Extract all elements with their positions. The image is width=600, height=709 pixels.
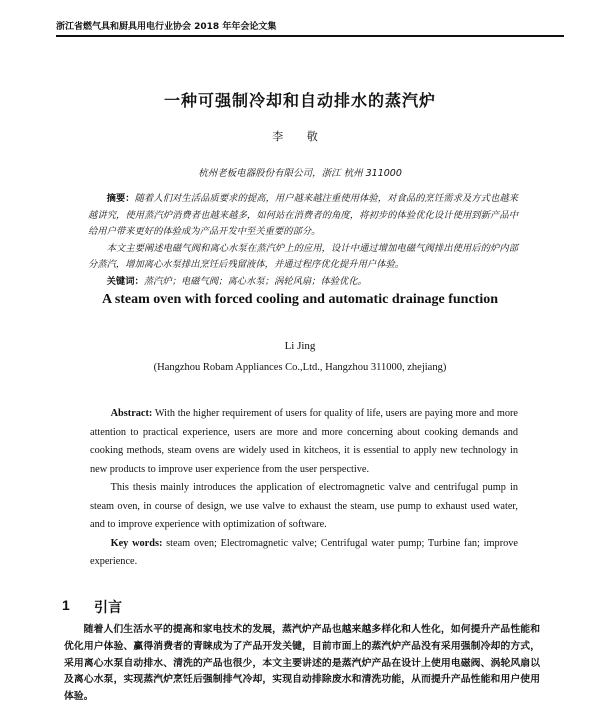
section-body: 随着人们生活水平的提高和家电技术的发展，蒸汽炉产品也越来越多样化和人性化，如何提升产品性能和优化用户体验、赢得消费者的青睐成为了产品开发关键，目前市面上的蒸汽炉产品没有采用强制冷却的方式，采用离心水泵自动排水、清洗的产品也很少，本文主要讲述的是蒸汽炉产品在设计上使用电磁阀、涡轮风扇以及离心水泵，实现蒸汽炉烹饪后强制排气冷却，实现自动排除废水和清洗功能，从而提升产品性能和用户使用体验。 (64, 624, 540, 703)
abstract-cn-label: 摘要： (106, 193, 135, 204)
affiliation-cn: 杭州老板电器股份有限公司，浙江 杭州 311000 (198, 168, 402, 179)
author-cn: 李 敬 (272, 130, 328, 143)
running-header (56, 17, 564, 37)
abstract-en-label: Abstract: (110, 408, 153, 419)
abstract-en-para2: This thesis mainly introduces the application of electromagnetic valve and centrifugal pump in steam oven, in course of design, we use valve to exhaust the steam, use pump to exhaust used water, and to improve experience with optimization of software. (90, 482, 518, 530)
section-number: 1 (62, 597, 70, 613)
keywords-cn (88, 274, 518, 291)
abstract-cn-para2: 本文主要阐述电磁气阀和离心水泵在蒸汽炉上的应用，设计中通过增加电磁气阀排出使用后的炉内部分蒸汽，增加离心水泵排出烹饪后残留液体，并通过程序优化提升用户体验。 (88, 242, 518, 270)
keywords-cn-label: 关键词： (106, 275, 144, 287)
running-header-text: 浙江省燃气具和厨具用电行业协会 2018 年年会论文集 (56, 22, 277, 32)
section-title: 引言 (94, 600, 122, 616)
keywords-en-text: steam oven; Electromagnetic valve; Centrifugal water pump; Turbine fan; improve experience. (90, 537, 518, 567)
paper-title-en: A steam oven with forced cooling and automatic drainage function (101, 292, 498, 307)
abstract-cn-text1: 随着人们对生活品质要求的提高，用户越来越注重使用体验，对食品的烹饪需求及方式也越来越讲究，使用蒸汽炉消费者也越来越多，如何站在消费者的角度，将初步的体验优化设计使用到新产品中给用户带来更好的体验成为产品开发中至关重要的部分。 (88, 193, 518, 237)
abstract-en-para1 (90, 405, 518, 479)
author-en: Li Jing (284, 340, 316, 352)
keywords-cn-text: 蒸汽炉；电磁气阀；离心水泵；涡轮风扇；体验优化。 (143, 275, 367, 287)
keywords-en-label: Key words: (110, 537, 163, 549)
abstract-en-text1: With the higher requirement of users for quality of life, users are paying more and more attention to practical experience, users are more and more concerning about cooking demands and cooking methods, steam ovens are widely used in kitcheos, it is essential to apply new technology in new products to improve user experience from the user perspective. (90, 408, 518, 475)
keywords-en (90, 535, 518, 572)
affiliation-en: (Hangzhou Robam Appliances Co.,Ltd., Hangzhou 311000, zhejiang) (153, 362, 447, 373)
abstract-cn-para1 (88, 191, 518, 241)
paper-title-cn: 一种可强制冷却和自动排水的蒸汽炉 (163, 91, 436, 110)
abstract-cn (88, 191, 518, 290)
abstract-en (90, 405, 518, 572)
